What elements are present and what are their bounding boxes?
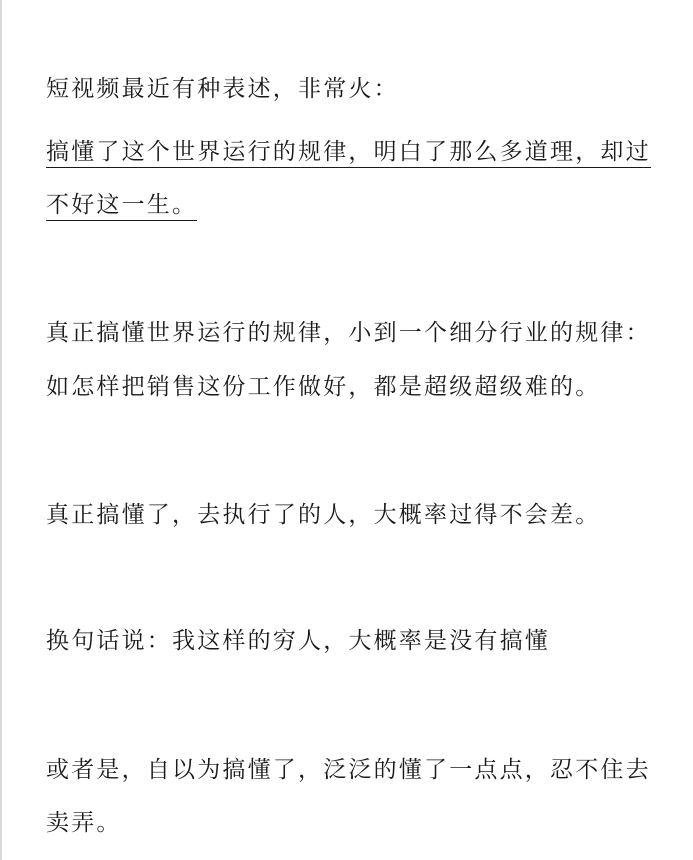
paragraph-6-line-2: 卖弄。 — [46, 810, 122, 836]
paragraph-1-line-1: 短视频最近有种表述，非常火： — [46, 76, 399, 102]
paragraph-3-line-1: 真正搞懂世界运行的规律，小到一个细分行业的规律： — [46, 320, 651, 346]
paragraph-2-line-2 — [46, 190, 666, 220]
underlined-quote-line-1: 搞懂了这个世界运行的规律，明白了那么多道理，却过 — [46, 139, 651, 168]
paragraph-5-line-1: 换句话说：我这样的穷人，大概率是没有搞懂 — [46, 628, 550, 654]
underlined-quote-line-2: 不好这一生。 — [46, 192, 197, 221]
paragraph-3-line-2: 如怎样把销售这份工作做好，都是超级超级难的。 — [46, 374, 601, 400]
paragraph-2-line-1 — [46, 137, 666, 167]
page-left-border — [0, 0, 2, 860]
paragraph-4-line-1: 真正搞懂了，去执行了的人，大概率过得不会差。 — [46, 502, 601, 528]
paragraph-6-line-1: 或者是，自以为搞懂了，泛泛的懂了一点点，忍不住去 — [46, 757, 651, 783]
